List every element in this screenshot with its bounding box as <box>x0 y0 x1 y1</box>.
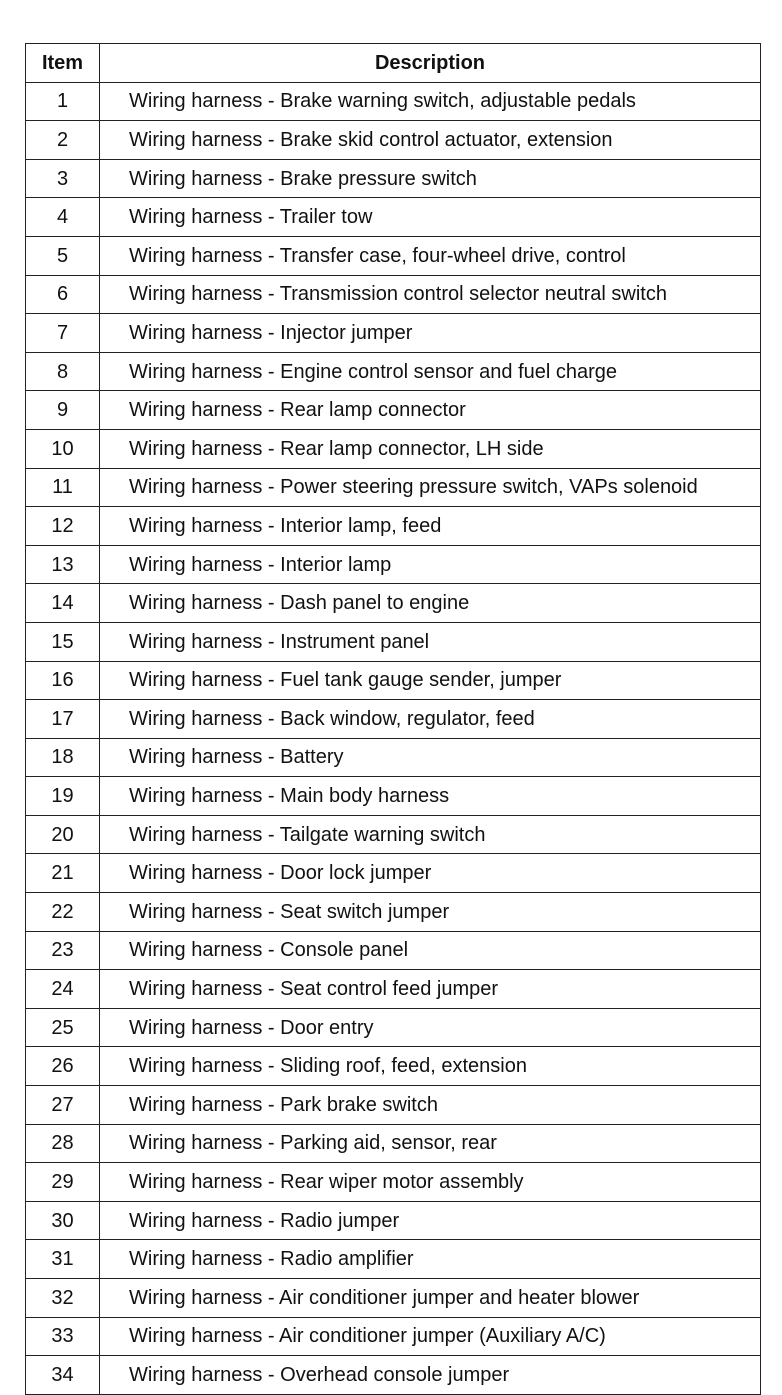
description-cell: Wiring harness - Brake skid control actuator, extension <box>100 121 761 160</box>
table-row <box>26 1201 761 1240</box>
description-cell: Wiring harness - Door entry <box>100 1008 761 1047</box>
table-row <box>26 1279 761 1318</box>
item-number-cell: 21 <box>26 854 100 893</box>
table-row <box>26 1086 761 1125</box>
item-number-cell: 18 <box>26 738 100 777</box>
table-row <box>26 1047 761 1086</box>
item-number-cell: 23 <box>26 931 100 970</box>
description-cell: Wiring harness - Brake warning switch, adjustable pedals <box>100 82 761 121</box>
item-number-cell: 7 <box>26 314 100 353</box>
table-row <box>26 198 761 237</box>
description-cell: Wiring harness - Brake pressure switch <box>100 159 761 198</box>
description-cell: Wiring harness - Rear wiper motor assembly <box>100 1163 761 1202</box>
table-row <box>26 661 761 700</box>
item-number-cell: 15 <box>26 622 100 661</box>
description-cell: Wiring harness - Rear lamp connector, LH side <box>100 429 761 468</box>
item-column-header: Item <box>26 44 100 83</box>
item-number-cell: 9 <box>26 391 100 430</box>
description-cell: Wiring harness - Injector jumper <box>100 314 761 353</box>
description-cell: Wiring harness - Fuel tank gauge sender, jumper <box>100 661 761 700</box>
table-row <box>26 777 761 816</box>
item-number-cell: 6 <box>26 275 100 314</box>
description-cell: Wiring harness - Seat switch jumper <box>100 893 761 932</box>
description-cell: Wiring harness - Seat control feed jumper <box>100 970 761 1009</box>
header-row <box>26 44 761 83</box>
description-cell: Wiring harness - Rear lamp connector <box>100 391 761 430</box>
item-number-cell: 31 <box>26 1240 100 1279</box>
item-number-cell: 14 <box>26 584 100 623</box>
description-cell: Wiring harness - Park brake switch <box>100 1086 761 1125</box>
item-number-cell: 27 <box>26 1086 100 1125</box>
description-cell: Wiring harness - Interior lamp <box>100 545 761 584</box>
table-row <box>26 1317 761 1356</box>
description-column-header: Description <box>100 44 761 83</box>
item-number-cell: 1 <box>26 82 100 121</box>
table-row <box>26 893 761 932</box>
description-cell: Wiring harness - Main body harness <box>100 777 761 816</box>
item-number-cell: 5 <box>26 236 100 275</box>
table-row <box>26 1008 761 1047</box>
table-row <box>26 275 761 314</box>
description-cell: Wiring harness - Radio jumper <box>100 1201 761 1240</box>
item-number-cell: 10 <box>26 429 100 468</box>
description-cell: Wiring harness - Interior lamp, feed <box>100 507 761 546</box>
item-number-cell: 16 <box>26 661 100 700</box>
table-row <box>26 854 761 893</box>
description-cell: Wiring harness - Transmission control selector neutral switch <box>100 275 761 314</box>
table-row <box>26 1356 761 1395</box>
description-cell: Wiring harness - Radio amplifier <box>100 1240 761 1279</box>
description-cell: Wiring harness - Back window, regulator, feed <box>100 700 761 739</box>
table-row <box>26 700 761 739</box>
description-cell: Wiring harness - Power steering pressure switch, VAPs solenoid <box>100 468 761 507</box>
item-number-cell: 3 <box>26 159 100 198</box>
description-cell: Wiring harness - Trailer tow <box>100 198 761 237</box>
table-body <box>26 82 761 1394</box>
table-header <box>26 44 761 83</box>
description-cell: Wiring harness - Door lock jumper <box>100 854 761 893</box>
description-cell: Wiring harness - Instrument panel <box>100 622 761 661</box>
table-row <box>26 1124 761 1163</box>
item-number-cell: 17 <box>26 700 100 739</box>
table-row <box>26 622 761 661</box>
item-number-cell: 20 <box>26 815 100 854</box>
table-row <box>26 236 761 275</box>
table-row <box>26 545 761 584</box>
parts-table-container <box>25 43 760 1395</box>
item-number-cell: 22 <box>26 893 100 932</box>
item-number-cell: 2 <box>26 121 100 160</box>
wiring-harness-table <box>25 43 761 1395</box>
table-row <box>26 738 761 777</box>
item-number-cell: 33 <box>26 1317 100 1356</box>
description-cell: Wiring harness - Dash panel to engine <box>100 584 761 623</box>
description-cell: Wiring harness - Sliding roof, feed, extension <box>100 1047 761 1086</box>
table-row <box>26 931 761 970</box>
table-row <box>26 1163 761 1202</box>
item-number-cell: 11 <box>26 468 100 507</box>
table-row <box>26 159 761 198</box>
table-row <box>26 121 761 160</box>
item-number-cell: 28 <box>26 1124 100 1163</box>
item-number-cell: 13 <box>26 545 100 584</box>
table-row <box>26 391 761 430</box>
item-number-cell: 34 <box>26 1356 100 1395</box>
description-cell: Wiring harness - Air conditioner jumper and heater blower <box>100 1279 761 1318</box>
item-number-cell: 24 <box>26 970 100 1009</box>
item-number-cell: 30 <box>26 1201 100 1240</box>
table-row <box>26 584 761 623</box>
description-cell: Wiring harness - Tailgate warning switch <box>100 815 761 854</box>
description-cell: Wiring harness - Transfer case, four-wheel drive, control <box>100 236 761 275</box>
description-cell: Wiring harness - Air conditioner jumper (Auxiliary A/C) <box>100 1317 761 1356</box>
item-number-cell: 29 <box>26 1163 100 1202</box>
description-cell: Wiring harness - Console panel <box>100 931 761 970</box>
item-number-cell: 8 <box>26 352 100 391</box>
table-row <box>26 429 761 468</box>
description-cell: Wiring harness - Battery <box>100 738 761 777</box>
item-number-cell: 25 <box>26 1008 100 1047</box>
table-row <box>26 507 761 546</box>
table-row <box>26 815 761 854</box>
item-number-cell: 32 <box>26 1279 100 1318</box>
table-row <box>26 82 761 121</box>
description-cell: Wiring harness - Overhead console jumper <box>100 1356 761 1395</box>
table-row <box>26 314 761 353</box>
item-number-cell: 26 <box>26 1047 100 1086</box>
table-row <box>26 1240 761 1279</box>
table-row <box>26 468 761 507</box>
description-cell: Wiring harness - Engine control sensor and fuel charge <box>100 352 761 391</box>
table-row <box>26 970 761 1009</box>
item-number-cell: 19 <box>26 777 100 816</box>
item-number-cell: 12 <box>26 507 100 546</box>
table-row <box>26 352 761 391</box>
description-cell: Wiring harness - Parking aid, sensor, rear <box>100 1124 761 1163</box>
item-number-cell: 4 <box>26 198 100 237</box>
